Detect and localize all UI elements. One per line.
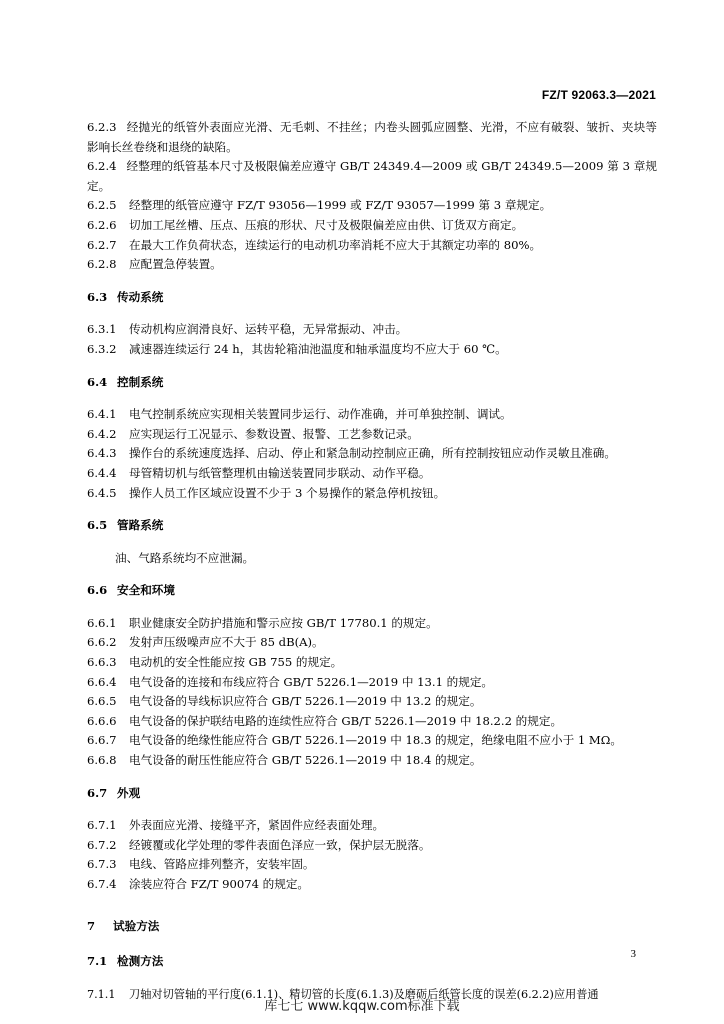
paragraph-6-5: 油、气路系统均不应泄漏。: [115, 550, 255, 565]
clause-6-4-3: 6.4.3 操作台的系统速度选择、启动、停止和紧急制动控制应正确，所有控制按钮应动作灵敏且准确。: [87, 446, 616, 461]
section-heading-6-5: 6.5 管路系统: [87, 518, 164, 533]
section-heading-6-3: 6.3 传动系统: [87, 289, 164, 304]
clause-6-6-4: 6.6.4 电气设备的连接和布线应符合 GB/T 5226.1—2019 中 13.1 的规定。: [87, 674, 494, 689]
clause-6-6-3: 6.6.3 电动机的安全性能应按 GB 755 的规定。: [87, 655, 343, 670]
clause-6-4-4: 6.4.4 母管精切机与纸管整理机由输送装置同步联动、动作平稳。: [87, 465, 431, 480]
clause-6-2-7: 6.2.7 在最大工作负荷状态，连续运行的电动机功率消耗不应大于其额定功率的 80%。: [87, 237, 542, 252]
clause-6-6-1: 6.6.1 职业健康安全防护措施和警示应按 GB/T 17780.1 的规定。: [87, 615, 438, 630]
clause-6-6-7: 6.6.7 电气设备的绝缘性能应符合 GB/T 5226.1—2019 中 18.3 的规定，绝缘电阻不应小于 1 MΩ。: [87, 733, 622, 748]
clause-6-7-4: 6.7.4 涂装应符合 FZ/T 90074 的规定。: [87, 877, 310, 891]
clause-6-4-2: 6.4.2 应实现运行工况显示、参数设置、报警、工艺参数记录。: [87, 426, 419, 441]
clause-6-2-3: 6.2.3 经抛光的纸管外表面应光滑、无毛刺、不挂丝；内卷头圆弧应圆整、光滑，不应有破裂、皱折、夹块等影响长丝卷绕和退绕的缺陷。: [87, 120, 657, 154]
clause-6-4-1: 6.4.1 电气控制系统应实现相关装置同步运行、动作准确，并可单独控制、调试。: [87, 407, 512, 422]
clause-6-6-8: 6.6.8 电气设备的耐压性能应符合 GB/T 5226.1—2019 中 18.4 的规定。: [87, 753, 482, 768]
clause-6-7-1: 6.7.1 外表面应光滑、接缝平齐，紧固件应经表面处理。: [87, 818, 385, 833]
clause-6-6-5: 6.6.5 电气设备的导线标识应符合 GB/T 5226.1—2019 中 13.2 的规定。: [87, 694, 482, 709]
chapter-heading-7: 7 试验方法: [87, 918, 160, 933]
clause-6-2-4: 6.2.4 经整理的纸管基本尺寸及极限偏差应遵守 GB/T 24349.4—2009 或 GB/T 24349.5—2009 第 3 章规定。: [87, 159, 657, 193]
section-heading-6-4: 6.4 控制系统: [87, 374, 164, 389]
clause-6-3-1: 6.3.1 传动机构应润滑良好、运转平稳，无异常振动、冲击。: [87, 322, 408, 337]
section-heading-6-7: 6.7 外观: [87, 785, 141, 800]
clause-6-6-2: 6.6.2 发射声压级噪声应不大于 85 dB(A)。: [87, 635, 324, 650]
clause-6-7-2: 6.7.2 经镀覆或化学处理的零件表面色泽应一致，保护层无脱落。: [87, 837, 431, 852]
standard-code-header: FZ/T 92063.3—2021: [541, 88, 656, 102]
section-heading-7-1: 7.1 检测方法: [87, 954, 164, 969]
section-heading-6-6: 6.6 安全和环境: [87, 583, 175, 598]
clause-6-6-6: 6.6.6 电气设备的保护联结电路的连续性应符合 GB/T 5226.1—2019 中 18.2.2 的规定。: [87, 713, 563, 728]
clause-6-3-2: 6.3.2 减速器连续运行 24 h，其齿轮箱油池温度和轴承温度均不应大于 60 ℃。: [87, 341, 507, 356]
document-body: [87, 118, 657, 1004]
clause-7-1-1: 7.1.1 刀轴对切管轴的平行度(6.1.1)、精切管的长度(6.1.3)及磨砺后纸管长度的误差(6.2.2)应用普通: [87, 987, 599, 1001]
footer-watermark: 库七七 www.kqqw.com标准下载: [264, 999, 460, 1014]
clause-6-4-5: 6.4.5 操作人员工作区域应设置不少于 3 个易操作的紧急停机按钮。: [87, 485, 446, 500]
page-number: 3: [630, 948, 636, 960]
clause-6-7-3: 6.7.3 电线、管路应排列整齐，安装牢固。: [87, 857, 315, 872]
clause-6-2-8: 6.2.8 应配置急停装置。: [87, 257, 222, 272]
clause-6-2-5: 6.2.5 经整理的纸管应遵守 FZ/T 93056—1999 或 FZ/T 93057—1999 第 3 章规定。: [87, 198, 552, 213]
clause-6-2-6: 6.2.6 切加工尾丝槽、压点、压痕的形状、尺寸及极限偏差应由供、订货双方商定。: [87, 217, 524, 232]
